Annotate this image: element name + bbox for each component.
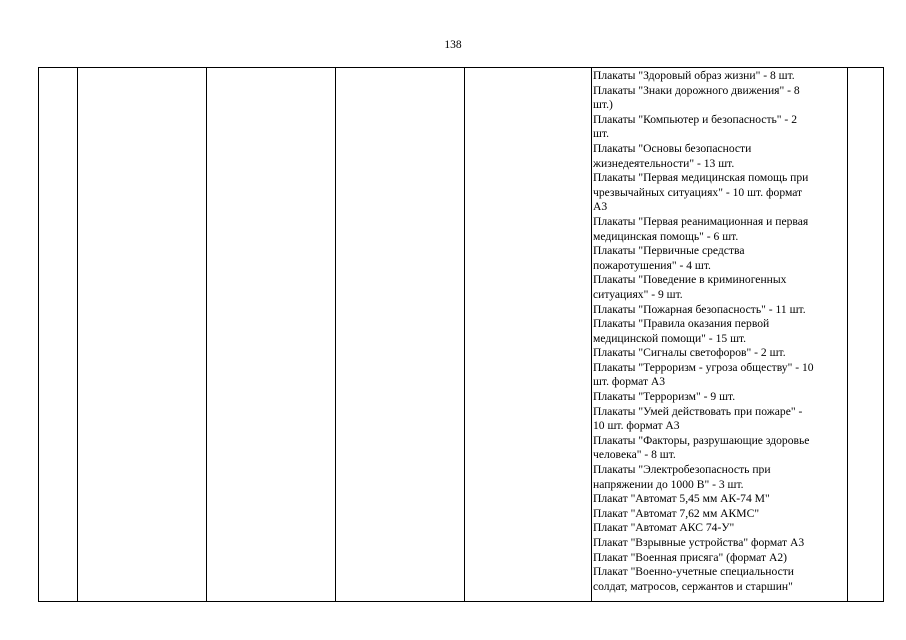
- cell-text-line: Плакаты "Пожарная безопасность" - 11 шт.: [593, 302, 806, 316]
- cell-text-line: Плакаты "Основы безопасности: [593, 141, 752, 155]
- column-divider: [847, 68, 848, 601]
- column-divider: [77, 68, 78, 601]
- cell-text-line: напряжении до 1000 В" - 3 шт.: [593, 477, 744, 491]
- cell-text-line: медицинская помощь" - 6 шт.: [593, 229, 739, 243]
- equipment-list-cell: [593, 69, 847, 594]
- cell-text-line: А3: [593, 200, 608, 214]
- cell-text-line: 10 шт. формат А3: [593, 419, 680, 433]
- cell-text-line: человека" - 8 шт.: [593, 448, 676, 462]
- column-divider: [206, 68, 207, 601]
- cell-text-line: Плакаты "Факторы, разрушающие здоровье: [593, 433, 810, 447]
- column-divider: [591, 68, 592, 601]
- column-divider: [464, 68, 465, 601]
- cell-text-line: Плакаты "Терроризм" - 9 шт.: [593, 390, 736, 404]
- cell-text-line: Плакат "Автомат АКС 74-У": [593, 521, 735, 535]
- column-divider: [335, 68, 336, 601]
- cell-text-line: Плакат "Автомат 5,45 мм АК-74 М": [593, 492, 770, 506]
- cell-text-line: жизнедеятельности" - 13 шт.: [593, 156, 735, 170]
- cell-text-line: Плакат "Взрывные устройства" формат А3: [593, 536, 805, 549]
- cell-text-line: Плакат "Военно-учетные специальности: [593, 565, 794, 579]
- cell-text-line: Плакаты "Первая реанимационная и первая: [593, 214, 809, 228]
- cell-text-line: Плакаты "Первая медицинская помощь при: [593, 171, 809, 185]
- cell-text-line: Плакаты "Электробезопасность при: [593, 463, 771, 477]
- page-number: 138: [444, 39, 462, 51]
- cell-text-line: пожаротушения" - 4 шт.: [593, 258, 711, 272]
- cell-text-line: Плакаты "Первичные средства: [593, 244, 745, 258]
- cell-text-line: медицинской помощи" - 15 шт.: [593, 331, 747, 345]
- cell-text-line: шт.): [593, 98, 613, 112]
- cell-text-line: Плакаты "Знаки дорожного движения" - 8: [593, 83, 800, 97]
- cell-text-line: Плакат "Автомат 7,62 мм АКМС": [593, 506, 760, 520]
- cell-text-line: Плакаты "Сигналы светофоров" - 2 шт.: [593, 346, 786, 360]
- inventory-table: [38, 67, 884, 602]
- cell-text-line: Плакаты "Поведение в криминогенных: [593, 273, 787, 287]
- cell-text-line: чрезвычайных ситуациях" - 10 шт. формат: [593, 185, 803, 199]
- cell-text-line: шт. формат А3: [593, 375, 666, 389]
- cell-text-line: ситуациях" - 9 шт.: [593, 287, 683, 301]
- cell-text-line: шт.: [593, 127, 610, 141]
- cell-text-line: Плакат "Военная присяга" (формат А2): [593, 550, 788, 564]
- cell-text-line: Плакаты "Здоровый образ жизни" - 8 шт.: [593, 69, 795, 82]
- cell-text-line: Плакаты "Компьютер и безопасность" - 2: [593, 112, 797, 126]
- cell-text-line: Плакаты "Терроризм - угроза обществу" - 10: [593, 360, 814, 374]
- cell-text-line: Плакаты "Умей действовать при пожаре" -: [593, 404, 803, 418]
- cell-text-line: солдат, матросов, сержантов и старшин": [593, 579, 793, 593]
- cell-text-line: Плакаты "Правила оказания первой: [593, 317, 770, 331]
